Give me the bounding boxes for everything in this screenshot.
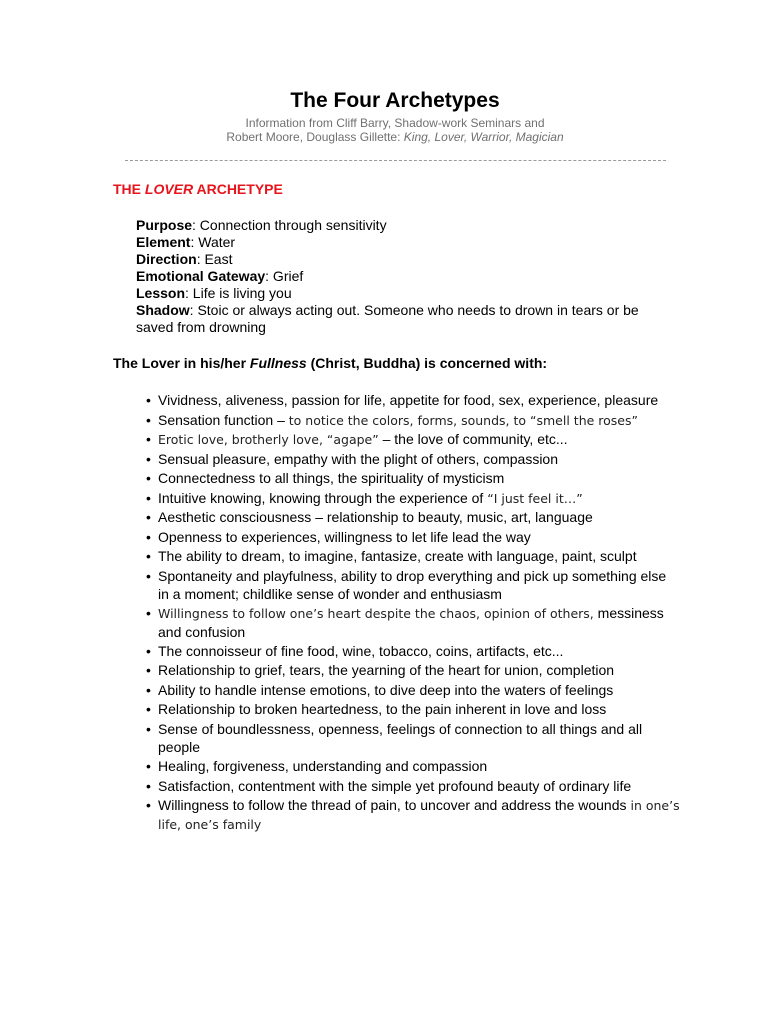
list-item: • Relationship to grief, tears, the yearning of the heart for union, completion: [145, 661, 680, 680]
intro-emphasis: Fullness: [249, 355, 307, 371]
property-label: Direction: [136, 251, 197, 267]
concerns-list: [145, 391, 680, 835]
subtitle-line-2: [0, 130, 768, 144]
property-value: : Life is living you: [185, 285, 292, 301]
property-element: [136, 234, 676, 251]
intro-prefix: The Lover in his/her: [113, 355, 250, 371]
property-label: Emotional Gateway: [136, 268, 266, 284]
list-item: • Ability to handle intense emotions, to dive deep into the waters of feelings: [145, 681, 680, 700]
subtitle-book-titles: King, Lover, Warrior, Magician: [403, 130, 564, 144]
property-emotional-gateway: [136, 268, 676, 285]
list-item: • Willingness to follow one’s heart despite the chaos, opinion of others, messiness and confusion: [145, 604, 680, 641]
property-value: : East: [196, 251, 233, 267]
list-item: • Spontaneity and playfulness, ability to drop everything and pick up something else in a moment; childlike sense of wonder and enthusiasm: [145, 567, 680, 604]
list-item: • Sense of boundlessness, openness, feelings of connection to all things and all people: [145, 720, 680, 757]
list-item: • Healing, forgiveness, understanding and compassion: [145, 757, 680, 776]
list-item: • Sensation function – to notice the colors, forms, sounds, to “smell the roses”: [145, 411, 680, 430]
list-item: • Openness to experiences, willingness to let life lead the way: [145, 528, 680, 547]
list-item: • Connectedness to all things, the spirituality of mysticism: [145, 469, 680, 488]
archetype-properties: [136, 217, 676, 336]
property-value: : Water: [190, 234, 236, 250]
intro-suffix: (Christ, Buddha) is concerned with:: [306, 355, 548, 371]
list-item: • Satisfaction, contentment with the simple yet profound beauty of ordinary life: [145, 777, 680, 796]
list-item: • Intuitive knowing, knowing through the experience of “I just feel it…”: [145, 489, 680, 508]
property-value: : Stoic or always acting out. Someone who needs to drown in tears or be saved from drowning: [136, 302, 639, 335]
property-direction: [136, 251, 676, 268]
fullness-intro: [113, 355, 713, 372]
dashed-divider: [125, 160, 666, 161]
list-item: • Willingness to follow the thread of pain, to uncover and address the wounds in one’s life, one’s family: [145, 796, 680, 834]
list-item: • The connoisseur of fine food, wine, tobacco, coins, artifacts, etc...: [145, 642, 680, 661]
section-heading-prefix: THE: [113, 181, 145, 197]
property-lesson: [136, 285, 676, 302]
property-label: Element: [136, 234, 191, 250]
list-item: • The ability to dream, to imagine, fantasize, create with language, paint, sculpt: [145, 547, 680, 566]
property-label: Shadow: [136, 302, 190, 318]
document-title: The Four Archetypes: [290, 89, 500, 112]
subtitle-authors: Robert Moore, Douglass Gillette:: [226, 130, 404, 144]
property-value: : Grief: [265, 268, 304, 284]
section-heading-emphasis: LOVER: [144, 181, 194, 197]
property-value: : Connection through sensitivity: [192, 217, 387, 233]
list-item: • Erotic love, brotherly love, “agape” – the love of community, etc...: [145, 430, 680, 449]
section-heading-suffix: ARCHETYPE: [193, 181, 283, 197]
list-item: • Vividness, aliveness, passion for life, appetite for food, sex, experience, pleasure: [145, 391, 680, 410]
property-purpose: [136, 217, 676, 234]
property-label: Lesson: [136, 285, 186, 301]
document-subtitle: [0, 116, 768, 144]
property-label: Purpose: [136, 217, 193, 233]
list-item: • Aesthetic consciousness – relationship to beauty, music, art, language: [145, 508, 680, 527]
section-heading: [113, 181, 283, 197]
list-item: • Sensual pleasure, empathy with the plight of others, compassion: [145, 450, 680, 469]
subtitle-line-1: Information from Cliff Barry, Shadow-work Seminars and: [245, 116, 545, 130]
property-shadow: [136, 302, 676, 336]
list-item: • Relationship to broken heartedness, to the pain inherent in love and loss: [145, 700, 680, 719]
